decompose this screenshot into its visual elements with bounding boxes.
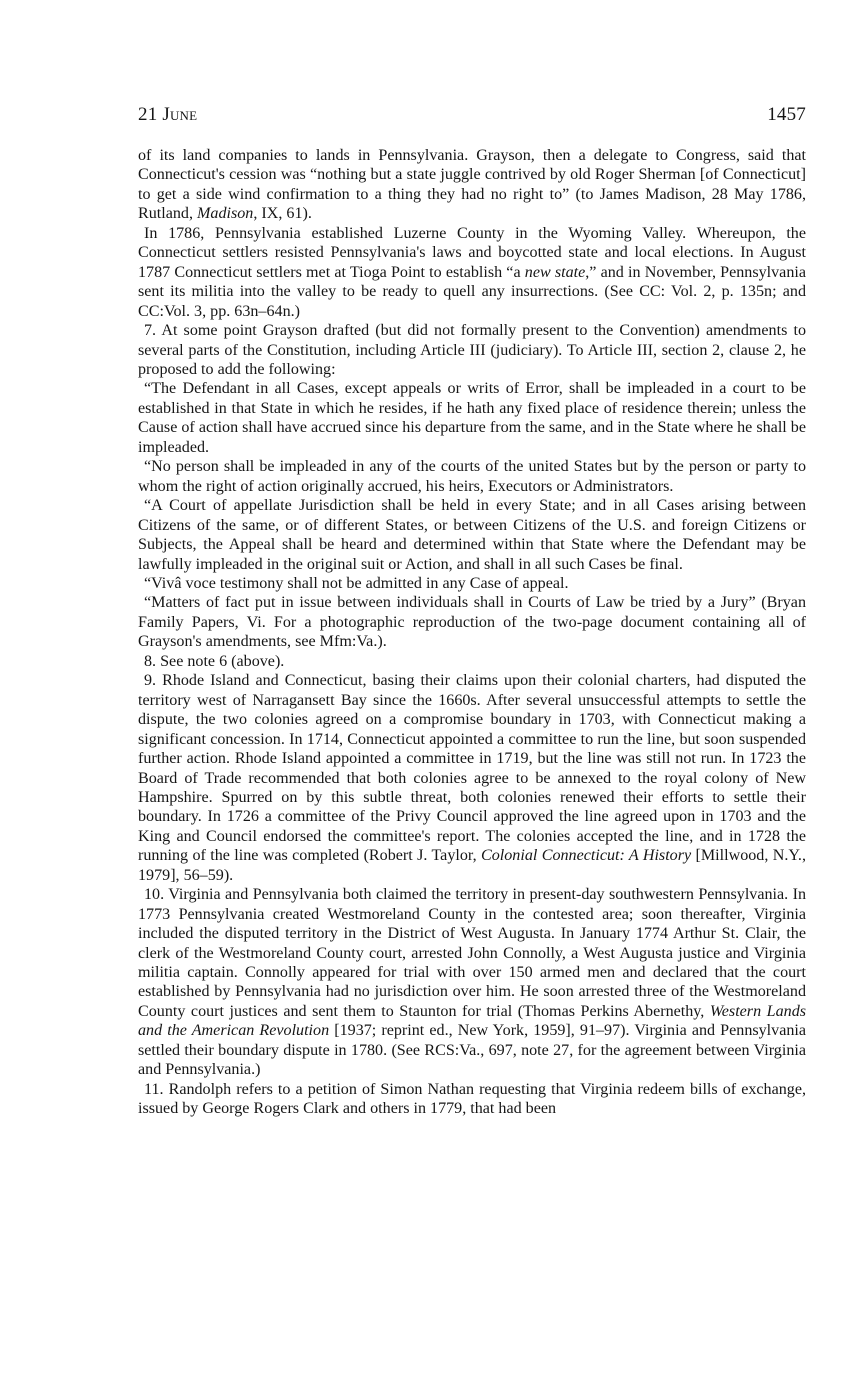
header-date: [138, 104, 197, 126]
note-paragraph: [138, 593, 806, 651]
note-paragraph: [138, 496, 806, 574]
note-paragraph: [138, 457, 806, 496]
text-run: ,” and in November, Pennsylvania sent its militia into the valley to be ready to quell any insurrections. (See CC: Vol. 2, p. 135n; and CC:Vol. 3, pp. 63n–64n.): [138, 263, 806, 320]
note-paragraph: [138, 321, 806, 379]
text-run: 8. See note 6 (above).: [144, 652, 285, 670]
text-run: 11. Randolph refers to a petition of Simon Nathan requesting that Virginia redeem bills of exchange, issued by George Rogers Clark and others in 1779, that had been: [138, 1080, 806, 1118]
note-paragraph: [138, 652, 806, 671]
text-run: “Matters of fact put in issue between individuals shall in Courts of Law be tried by a Jury” (Bryan Family Papers, Vi. For a photographic reproduction of the two-page document containing all of Grayson's amendments, see Mfm:Va.).: [138, 594, 806, 651]
italic-title: new state: [524, 263, 586, 281]
italic-title: Western Lands and the American Revolution: [138, 1002, 806, 1040]
header-date-month: June: [162, 104, 198, 125]
text-run: of its land companies to lands in Pennsylvania. Grayson, then a delegate to Congress, said that Connecticut's cession was “nothing but a state juggle contrived by old Roger Sherman [of Connecticut] to get a side wind confirmation to a thing they had no right to” (to James Madison, 28 May 1786, Rutland,: [138, 147, 806, 223]
header-date-day: 21: [138, 104, 158, 125]
text-run: In 1786, Pennsylvania established Luzerne County in the Wyoming Valley. Whereupon, the Connecticut settlers resisted Pennsylvania's laws and boycotted state and local elections. In August 1787 Connecticut settlers met at Tioga Point to establish “a: [138, 224, 806, 281]
text-run: “Vivâ voce testimony shall not be admitted in any Case of appeal.: [144, 574, 569, 592]
note-paragraph: [138, 1080, 806, 1119]
note-paragraph: [138, 224, 806, 321]
italic-title: Colonial Connecticut: A History: [481, 847, 692, 865]
text-run: 9. Rhode Island and Connecticut, basing their claims upon their colonial charters, had disputed the territory west of Narragansett Bay since the 1660s. After several unsuccessful attempts to settle the dispute, the two colonies agreed on a compromise boundary in 1703, with Connecticut making a significant concession. In 1714, Connecticut appointed a committee to run the line, but soon suspended further action. Rhode Island appointed a committee in 1719, but the line was still not run. In 1723 the Board of Trade recommended that both colonies agree to be annexed to the royal colony of New Hampshire. Spurred on by this subtle threat, both colonies renewed their efforts to settle their boundary. In 1726 a committee of the Privy Council approved the line agreed upon in 1703 and the King and Council endorsed the committee's report. The colonies accepted the line, and in 1728 the running of the line was completed (Robert J. Taylor,: [138, 672, 806, 865]
italic-title: Madison: [197, 205, 254, 223]
notes-body: [138, 146, 806, 1119]
document-page: [138, 104, 806, 1119]
text-run: 7. At some point Grayson drafted (but did not formally present to the Convention) amendments to several parts of the Constitution, including Article III (judiciary). To Article III, section 2, clause 2, he proposed to add the following:: [138, 322, 806, 378]
text-run: “No person shall be impleaded in any of the courts of the united States but by the person or party to whom the right of action originally accrued, his heirs, Executors or Administrators.: [138, 458, 806, 495]
page-number: 1457: [767, 104, 806, 125]
running-header: [138, 104, 806, 126]
text-run: , IX, 61).: [253, 205, 312, 223]
text-run: “The Defendant in all Cases, except appeals or writs of Error, shall be impleaded in a court to be established in that State in which he resides, if he hath any fixed place of residence therein; unless the Cause of action shall have accrued since his departure from the same, and in the State where he shall be impleaded.: [138, 380, 806, 456]
note-paragraph: [138, 574, 806, 593]
note-paragraph: [138, 671, 806, 885]
text-run: [Millwood, N.Y., 1979], 56–59).: [138, 847, 806, 884]
text-run: [1937; reprint ed., New York, 1959], 91–97). Virginia and Pennsylvania settled their boundary dispute in 1780. (See RCS:Va., 697, note 27, for the agreement between Virginia and Pennsylvania.): [138, 1022, 807, 1079]
note-paragraph: [138, 379, 806, 457]
note-paragraph: [138, 146, 806, 224]
note-paragraph: [138, 885, 806, 1080]
text-run: “A Court of appellate Jurisdiction shall be held in every State; and in all Cases arising between Citizens of the same, or of different States, or between Citizens of the U.S. and foreign Citizens or Subjects, the Appeal shall be heard and determined within that State where the Defendant may be lawfully impleaded in the original suit or Action, and shall in all such Cases be final.: [138, 497, 806, 573]
text-run: 10. Virginia and Pennsylvania both claimed the territory in present-day southwestern Pennsylvania. In 1773 Pennsylvania created Westmoreland County in the contested area; soon thereafter, Virginia included the disputed territory in the District of West Augusta. In January 1774 Arthur St. Clair, the clerk of the Westmoreland County court, arrested John Connolly, a West Augusta justice and Virginia militia captain. Connolly appeared for trial with over 150 armed men and declared that the court established by Pennsylvania had no jurisdiction over him. He soon arrested three of the Westmoreland County court justices and sent them to Staunton for trial (Thomas Perkins Abernethy,: [138, 886, 806, 1020]
